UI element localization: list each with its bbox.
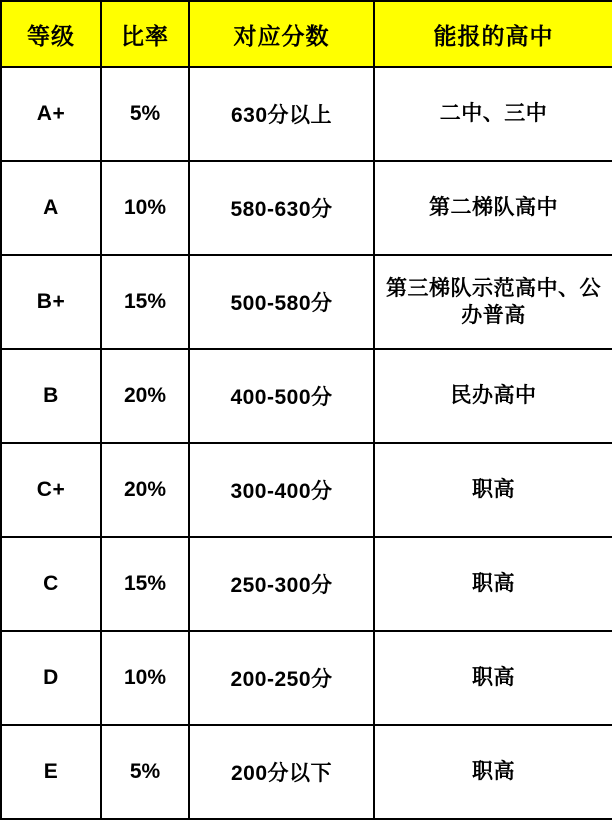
column-header-ratio: 比率 — [101, 1, 189, 67]
cell-school: 职高 — [374, 725, 612, 819]
cell-school: 第三梯队示范高中、公办普高 — [374, 255, 612, 349]
cell-score: 500-580分 — [189, 255, 374, 349]
cell-school: 民办高中 — [374, 349, 612, 443]
cell-ratio: 10% — [101, 631, 189, 725]
cell-grade: A — [1, 161, 101, 255]
column-header-school: 能报的高中 — [374, 1, 612, 67]
table-row — [1, 631, 612, 725]
cell-grade: D — [1, 631, 101, 725]
table-row — [1, 161, 612, 255]
cell-grade: C — [1, 537, 101, 631]
cell-grade: B+ — [1, 255, 101, 349]
cell-score: 200分以下 — [189, 725, 374, 819]
table-row — [1, 255, 612, 349]
table-row — [1, 537, 612, 631]
cell-score: 400-500分 — [189, 349, 374, 443]
column-header-grade: 等级 — [1, 1, 101, 67]
cell-ratio: 20% — [101, 349, 189, 443]
table-row — [1, 443, 612, 537]
cell-score: 200-250分 — [189, 631, 374, 725]
cell-grade: B — [1, 349, 101, 443]
cell-school: 职高 — [374, 537, 612, 631]
cell-grade: E — [1, 725, 101, 819]
cell-ratio: 15% — [101, 537, 189, 631]
table-body — [1, 67, 612, 819]
table-header — [1, 1, 612, 67]
cell-score: 580-630分 — [189, 161, 374, 255]
cell-school: 职高 — [374, 443, 612, 537]
cell-ratio: 10% — [101, 161, 189, 255]
cell-score: 250-300分 — [189, 537, 374, 631]
cell-ratio: 5% — [101, 725, 189, 819]
cell-ratio: 5% — [101, 67, 189, 161]
cell-school: 第二梯队高中 — [374, 161, 612, 255]
cell-grade: A+ — [1, 67, 101, 161]
cell-score: 300-400分 — [189, 443, 374, 537]
cell-school: 职高 — [374, 631, 612, 725]
table-header-row — [1, 1, 612, 67]
cell-score: 630分以上 — [189, 67, 374, 161]
column-header-score: 对应分数 — [189, 1, 374, 67]
cell-ratio: 20% — [101, 443, 189, 537]
table-row — [1, 725, 612, 819]
table-row — [1, 67, 612, 161]
cell-grade: C+ — [1, 443, 101, 537]
table-row — [1, 349, 612, 443]
cell-school: 二中、三中 — [374, 67, 612, 161]
cell-ratio: 15% — [101, 255, 189, 349]
